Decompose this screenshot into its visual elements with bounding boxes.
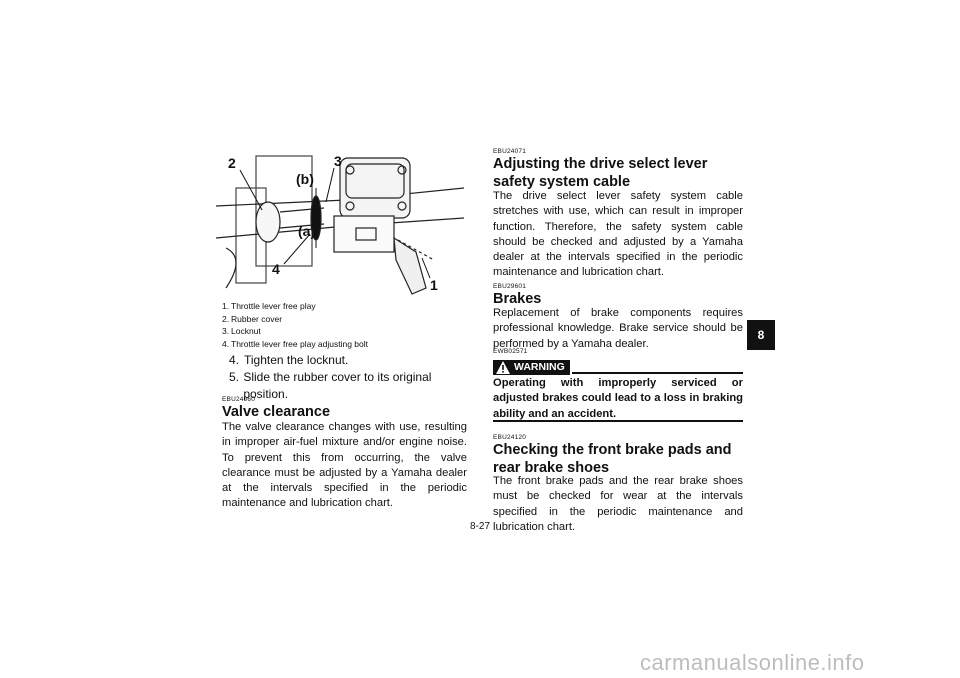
page-number: 8-27 [469, 521, 490, 532]
caption-number: 2. [222, 313, 230, 324]
callout-2: 2 [228, 155, 236, 171]
step-item [229, 352, 469, 369]
callout-1: 1 [430, 277, 438, 293]
caption-number: 4. [222, 338, 230, 349]
step-text: Tighten the locknut. [244, 353, 349, 367]
callout-a: (a) [298, 223, 316, 239]
section-body-valve: The valve clearance changes with use, resulting in improper air-fuel mixture and/or engine noise. To prevent this from occurring, the valve clearance must be adjusted by a Yamaha dealer at the intervals specified in the periodic maintenance and lubrication chart. [222, 421, 467, 510]
section-title-brakes: Brakes [493, 291, 542, 307]
section-body-front-brake: The front brake pads and the rear brake shoes must be checked for wear at the intervals specified in the periodic maintenance and lubrication chart. [493, 475, 743, 533]
throttle-lever-drawing [216, 148, 464, 298]
step-item [229, 369, 469, 403]
section-title-valve: Valve clearance [222, 404, 331, 420]
warning-bottom-rule [493, 420, 743, 422]
procedure-steps [229, 352, 469, 403]
caption-text: Throttle lever free play adjusting bolt [231, 338, 369, 349]
section-body-drive-select: The drive select lever safety system cable stretches with use, which can result in improper function. Therefore, the safety system cable should be checked and adjusted by a Yamaha dealer at the intervals specified in the periodic maintenance and lubrication chart. [493, 190, 743, 279]
section-code: EBU24060 [222, 396, 256, 403]
section-body-brakes: Replacement of brake components requires professional knowledge. Brake service should be performed by a Yamaha dealer. [493, 307, 743, 350]
caption-text: Throttle lever free play [231, 301, 316, 311]
section-code: EBU24071 [493, 148, 527, 155]
section-code: EBU29601 [493, 283, 527, 290]
warning-label: WARNING [514, 361, 565, 373]
caption-item [222, 300, 462, 313]
step-number: 4. [229, 353, 240, 367]
warning-header [493, 358, 743, 376]
warning-divider [572, 372, 743, 374]
figure-captions [222, 300, 462, 350]
callout-4: 4 [272, 261, 280, 277]
section-code: EBU24120 [493, 434, 527, 441]
chapter-tab: 8 [747, 320, 775, 350]
step-text: Slide the rubber cover to its original position. [243, 370, 432, 401]
warning-text: Operating with improperly serviced or adjusted brakes could lead to a loss in braking ability and an accident. [493, 377, 743, 420]
callout-3: 3 [334, 153, 342, 169]
callout-b: (b) [296, 171, 314, 187]
caption-number: 3. [222, 326, 230, 337]
warning-code: EWB02571 [493, 348, 528, 355]
caption-number: 1. [222, 301, 230, 311]
step-number: 5. [229, 370, 240, 384]
warning-badge [493, 360, 570, 375]
caption-item [222, 313, 462, 326]
watermark: carmanualsonline.info [640, 650, 865, 675]
caption-item [222, 325, 462, 338]
caption-item [222, 338, 462, 351]
caption-text: Rubber cover [231, 313, 283, 324]
throttle-lever-illustration [216, 148, 464, 298]
caption-text: Locknut [231, 326, 261, 337]
warning-triangle-icon [496, 361, 510, 374]
section-title-drive-select: Adjusting the drive select lever safety system cable [493, 156, 708, 190]
section-title-front-brake: Checking the front brake pads and rear brake shoes [493, 442, 732, 476]
